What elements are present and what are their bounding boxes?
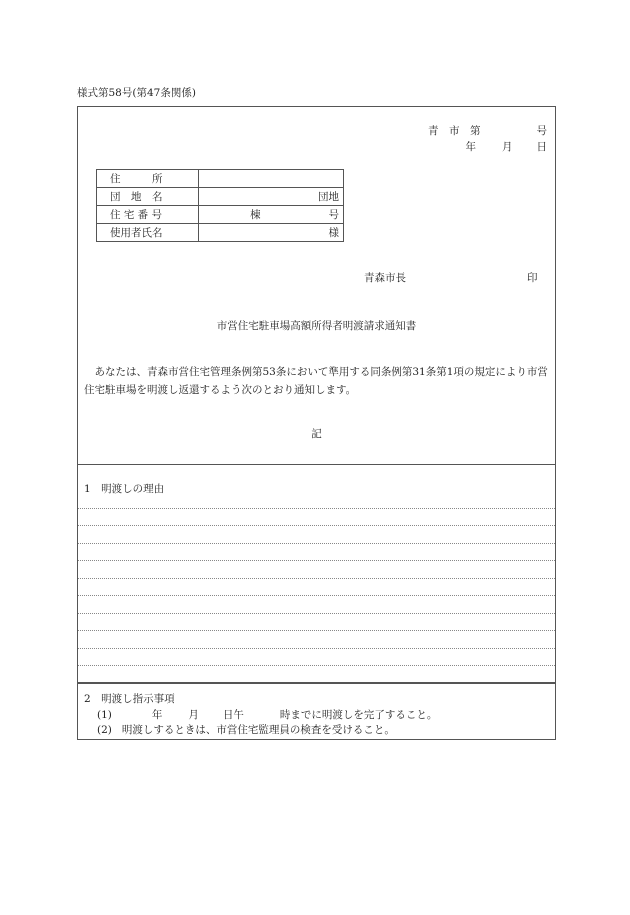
reason-line[interactable] — [78, 525, 555, 526]
complex-name-field[interactable]: 団地 — [199, 188, 344, 206]
inspection-text: 明渡しするときは、市営住宅監理員の検査を受けること。 — [121, 724, 395, 736]
issuer-name: 青森市長 — [364, 272, 406, 284]
housing-number-field[interactable] — [199, 206, 344, 224]
room-unit: 号 — [328, 209, 339, 221]
user-name-field[interactable]: 様 — [199, 224, 344, 242]
reason-section — [77, 465, 556, 683]
item-number: (2) — [97, 724, 112, 736]
date-month: 月 — [502, 141, 513, 153]
notice-body: あなたは、青森市営住宅管理条例第53条において準用する同条例第31条第1項の規定により市営住宅駐車場を明渡し返還するよう次のとおり通知します。 — [84, 366, 548, 396]
address-label: 住 所 — [97, 170, 199, 188]
reason-line[interactable] — [78, 613, 555, 614]
reason-line[interactable] — [78, 595, 555, 596]
address-field[interactable] — [199, 170, 344, 188]
notice-header-section — [77, 106, 556, 465]
reason-line[interactable] — [78, 560, 555, 561]
table-row — [97, 206, 344, 224]
table-row — [97, 170, 344, 188]
form-id: 様式第58号(第47条関係) — [77, 87, 196, 99]
deadline-text: 時までに明渡しを完了すること。 — [279, 709, 438, 721]
document-number-prefix: 青 市 第 — [428, 125, 481, 137]
housing-number-label: 住 宅 番 号 — [97, 206, 199, 224]
date-line — [466, 139, 548, 154]
seal-mark: 印 — [527, 272, 538, 284]
complex-name-label: 団 地 名 — [97, 188, 199, 206]
reason-line[interactable] — [78, 648, 555, 649]
deadline-day: 日午 — [222, 709, 244, 721]
reason-heading: 1 明渡しの理由 — [84, 483, 165, 495]
deadline-year: 年 — [151, 709, 163, 721]
instruction-item — [97, 722, 395, 737]
reason-line[interactable] — [78, 665, 555, 666]
reason-line[interactable] — [78, 543, 555, 544]
deadline-month: 月 — [188, 709, 199, 721]
reason-line[interactable] — [78, 578, 555, 579]
instructions-section — [77, 683, 556, 740]
document-number-suffix: 号 — [536, 125, 547, 137]
reason-line[interactable] — [78, 630, 555, 631]
reason-line[interactable] — [78, 508, 555, 509]
item-number: (1) — [97, 709, 112, 721]
instructions-heading: 2 明渡し指示事項 — [84, 693, 175, 705]
table-row — [97, 224, 344, 242]
user-name-label: 使用者氏名 — [97, 224, 199, 242]
instruction-item — [97, 707, 437, 722]
building-unit: 棟 — [250, 209, 261, 221]
document-title: 市営住宅駐車場高額所得者明渡請求通知書 — [216, 320, 417, 332]
document-number-line — [428, 123, 547, 138]
recipient-info-table — [96, 169, 344, 242]
table-row — [97, 188, 344, 206]
ki-marker: 記 — [311, 428, 322, 440]
date-day: 日 — [536, 141, 547, 153]
date-year: 年 — [465, 141, 476, 153]
